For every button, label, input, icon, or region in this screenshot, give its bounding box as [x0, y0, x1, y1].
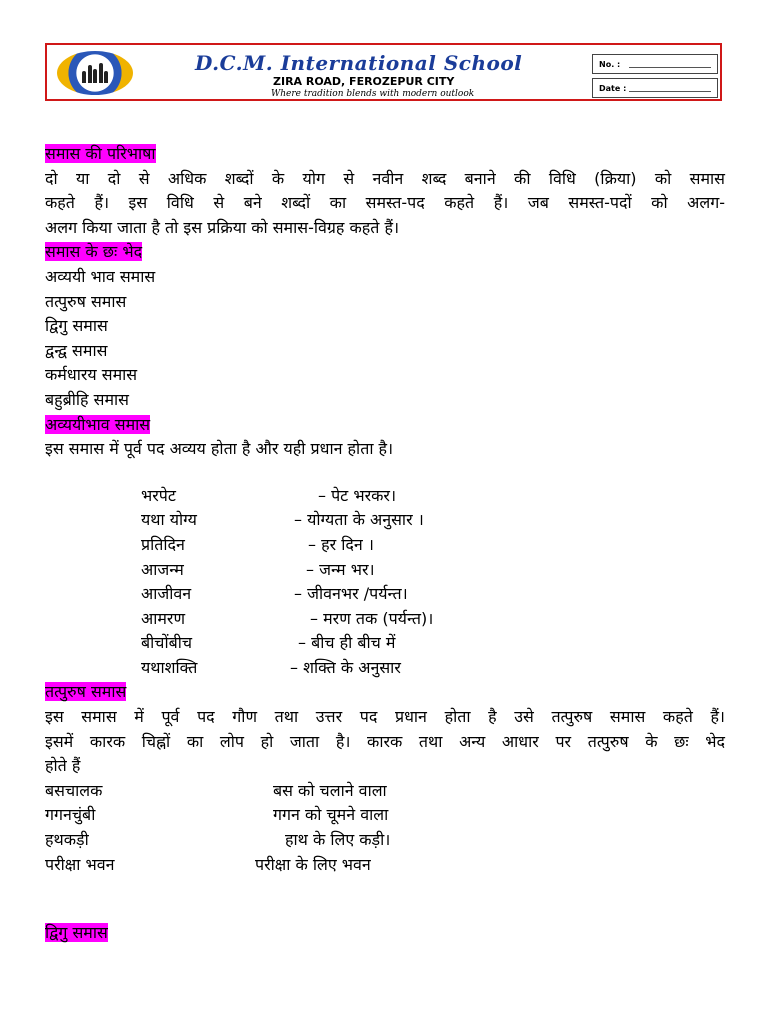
- example-row: [141, 484, 725, 509]
- list-item: कर्मधारय समास: [45, 365, 138, 385]
- example-meaning: – हर दिन ।: [308, 534, 374, 554]
- date-line: [629, 91, 711, 92]
- section-heading-tatpurush: तत्पुरुष समास: [45, 682, 127, 702]
- example-word: भरपेट: [141, 485, 176, 505]
- example-meaning: – मरण तक (पर्यन्त)।: [310, 608, 434, 628]
- number-field[interactable]: [592, 54, 718, 74]
- paragraph-line: कहते हैं। इस विधि से बने शब्दों का समस्त-पद कहते हैं। जब समस्त-पदों को अलग-: [45, 193, 725, 213]
- list-item: अव्ययी भाव समास: [45, 266, 156, 286]
- example-word: यथा योग्य: [141, 510, 197, 530]
- example-word: परीक्षा भवन: [45, 854, 115, 874]
- school-name: D.C.M. International School: [195, 51, 523, 75]
- document-body: [45, 142, 725, 946]
- avyayibhav-description: इस समास में पूर्व पद अव्यय होता है और यही प्रधान होता है।: [45, 439, 394, 459]
- example-meaning: – शक्ति के अनुसार: [290, 657, 401, 677]
- school-header: [45, 43, 722, 101]
- school-address: ZIRA ROAD, FEROZEPUR CITY: [273, 75, 455, 88]
- paragraph-line: इस समास में पूर्व पद गौण तथा उत्तर पद प्रधान होता है उसे तत्पुरुष समास कहते हैं।: [45, 707, 725, 727]
- section-heading-dvigu: द्विगु समास: [45, 923, 108, 943]
- number-line: [629, 67, 711, 68]
- paragraph-line: दो या दो से अधिक शब्दों के योग से नवीन शब्द बनाने की विधि (क्रिया) को समास: [45, 168, 725, 188]
- list-item: बहुब्रीहि समास: [45, 389, 129, 409]
- example-row: [141, 582, 725, 607]
- example-word: आजन्म: [141, 559, 184, 579]
- definition-paragraph: [45, 167, 725, 241]
- example-meaning: – पेट भरकर।: [318, 485, 397, 505]
- example-row: [141, 631, 725, 656]
- example-row: [45, 779, 725, 804]
- example-meaning: हाथ के लिए कड़ी।: [285, 830, 391, 850]
- example-word: आमरण: [141, 608, 186, 628]
- example-meaning: – योग्यता के अनुसार ।: [294, 510, 424, 530]
- example-meaning: – जन्म भर।: [306, 559, 375, 579]
- example-meaning: गगन को चूमने वाला: [273, 805, 389, 825]
- section-heading-types: समास के छः भेद: [45, 242, 143, 262]
- example-meaning: बस को चलाने वाला: [273, 780, 387, 800]
- avyayibhav-examples: [45, 484, 725, 681]
- paragraph-line: इसमें कारक चिह्नों का लोप हो जाता है। कारक तथा अन्य आधार पर तत्पुरुष के छः भेद: [45, 731, 725, 751]
- example-row: [141, 607, 725, 632]
- example-meaning: – जीवनभर /पर्यन्त।: [294, 584, 408, 604]
- example-meaning: – बीच ही बीच में: [298, 633, 396, 653]
- example-word: हथकड़ी: [45, 830, 89, 850]
- school-tagline: Where tradition blends with modern outlook: [271, 89, 475, 99]
- example-word: बीचोंबीच: [141, 633, 193, 653]
- example-word: यथाशक्ति: [141, 657, 198, 677]
- date-field[interactable]: [592, 78, 718, 98]
- example-word: बसचालक: [45, 780, 103, 800]
- example-row: [141, 558, 725, 583]
- example-word: प्रतिदिन: [141, 534, 185, 554]
- section-heading-avyayibhav: अव्ययीभाव समास: [45, 414, 151, 434]
- example-row: [45, 828, 725, 853]
- list-item: द्वन्द्व समास: [45, 340, 108, 360]
- example-meaning: परीक्षा के लिए भवन: [255, 854, 371, 874]
- number-label: No. :: [599, 60, 621, 69]
- example-row: [141, 508, 725, 533]
- example-word: आजीवन: [141, 584, 192, 604]
- tatpurush-paragraph: [45, 705, 725, 779]
- example-row: [141, 656, 725, 681]
- section-heading-definition: समास की परिभाषा: [45, 144, 156, 163]
- example-word: गगनचुंबी: [45, 805, 96, 825]
- list-item: द्विगु समास: [45, 316, 108, 336]
- list-item: तत्पुरुष समास: [45, 291, 127, 311]
- logo-figures: [82, 63, 108, 83]
- tatpurush-examples: [45, 779, 725, 877]
- example-row: [141, 533, 725, 558]
- example-row: [45, 853, 725, 878]
- school-logo: [57, 51, 133, 95]
- paragraph-line: होते हैं: [45, 756, 81, 776]
- date-label: Date :: [599, 84, 627, 93]
- paragraph-line: अलग किया जाता है तो इस प्रक्रिया को समास-विग्रह कहते हैं।: [45, 217, 400, 237]
- example-row: [45, 803, 725, 828]
